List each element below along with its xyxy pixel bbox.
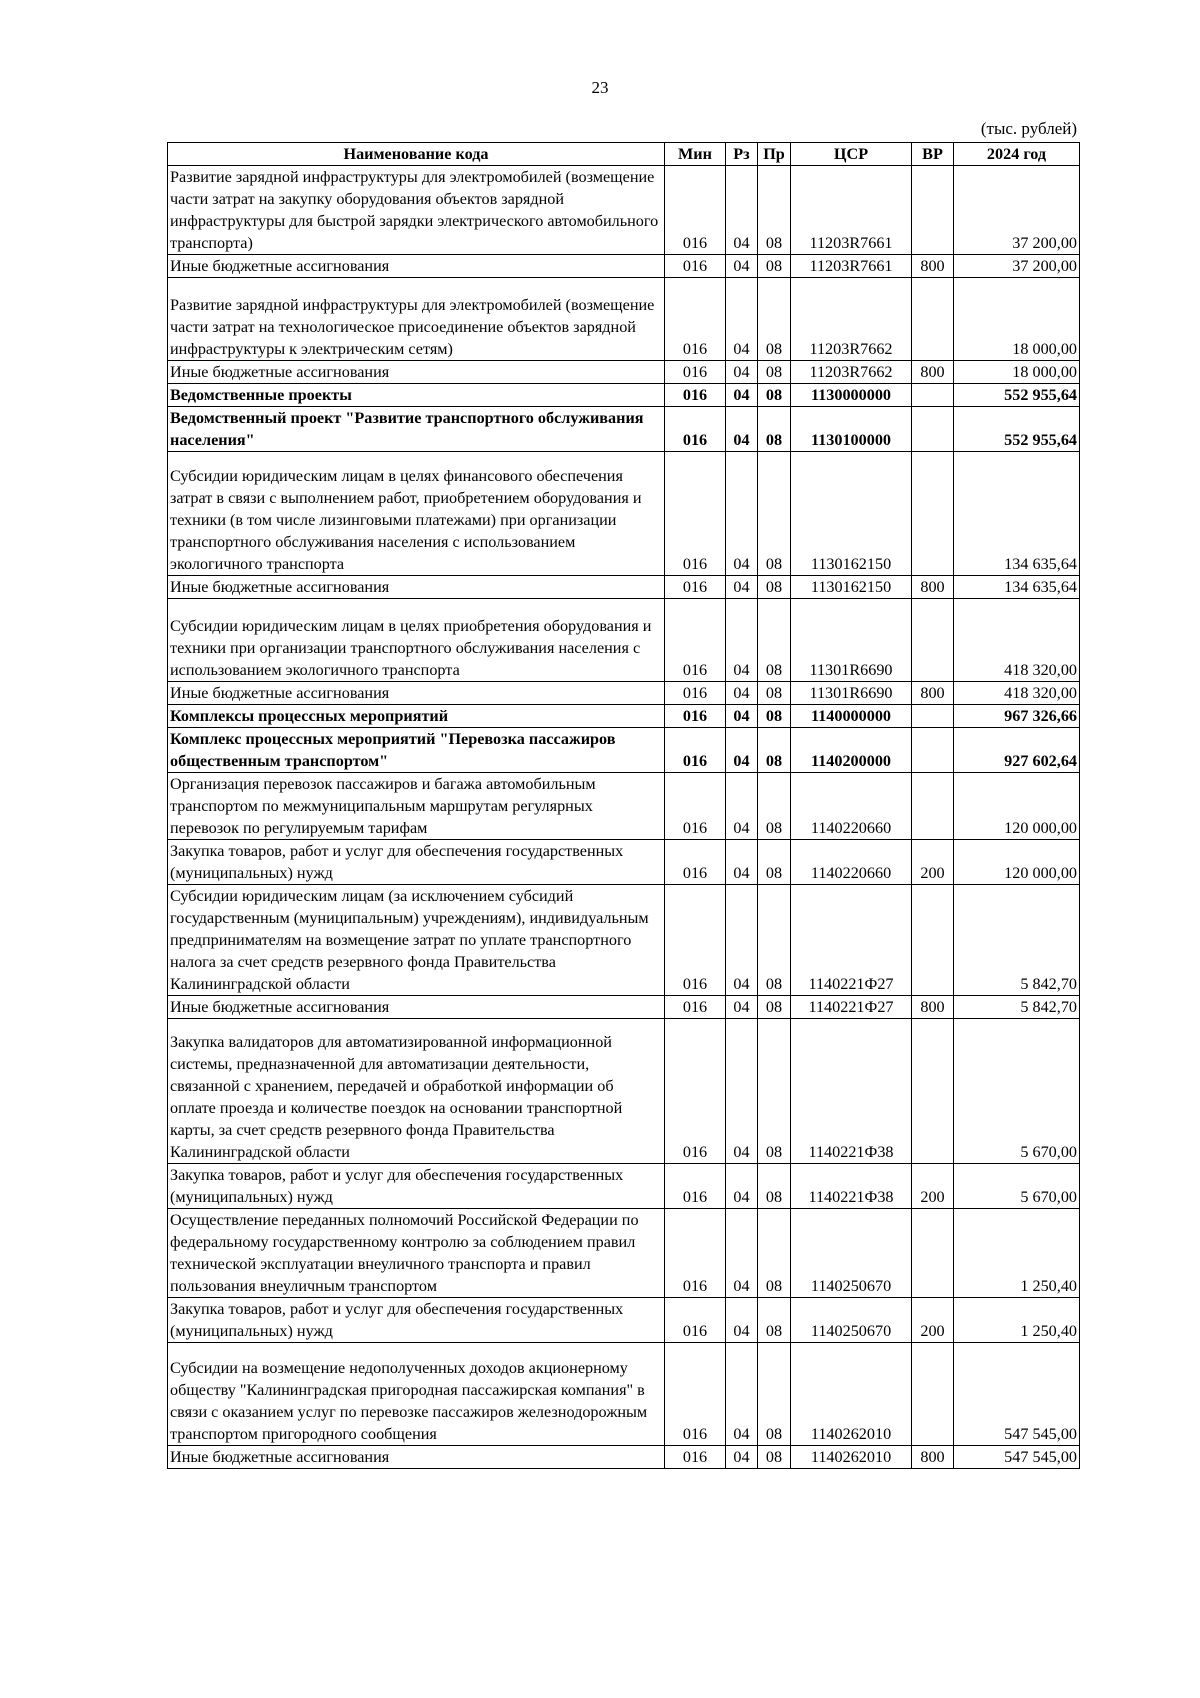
cell-name: Иные бюджетные ассигнования [168,255,665,278]
cell-vr [912,1208,954,1297]
cell-vr [912,278,954,361]
cell-name: Иные бюджетные ассигнования [168,682,665,705]
cell-name: Иные бюджетные ассигнования [168,996,665,1019]
cell-csr: 11203R7662 [791,361,912,384]
table-row [168,166,1080,255]
cell-amount: 5 842,70 [954,996,1080,1019]
cell-pr: 08 [758,255,791,278]
cell-pr: 08 [758,599,791,682]
cell-vr [912,705,954,728]
cell-amount: 37 200,00 [954,255,1080,278]
cell-min: 016 [665,773,726,840]
cell-name: Закупка товаров, работ и услуг для обеспечения государственных (муниципальных) нужд [168,1297,665,1342]
cell-min: 016 [665,599,726,682]
header-min: Мин [665,143,726,166]
cell-csr: 1140221Ф38 [791,1163,912,1208]
cell-csr: 1140200000 [791,728,912,773]
cell-min: 016 [665,840,726,885]
cell-min: 016 [665,278,726,361]
cell-pr: 08 [758,1297,791,1342]
cell-pr: 08 [758,840,791,885]
cell-csr: 1140220660 [791,773,912,840]
cell-vr [912,885,954,996]
cell-csr: 1140221Ф38 [791,1019,912,1164]
table-row [168,885,1080,996]
cell-pr: 08 [758,1163,791,1208]
cell-min: 016 [665,452,726,576]
cell-rz: 04 [726,1163,758,1208]
cell-rz: 04 [726,452,758,576]
cell-pr: 08 [758,682,791,705]
cell-amount: 18 000,00 [954,361,1080,384]
cell-amount: 134 635,64 [954,452,1080,576]
cell-name: Ведомственный проект "Развитие транспортного обслуживания населения" [168,407,665,452]
cell-amount: 1 250,40 [954,1208,1080,1297]
cell-vr: 200 [912,1163,954,1208]
cell-amount: 552 955,64 [954,407,1080,452]
cell-vr: 800 [912,255,954,278]
cell-csr: 1130100000 [791,407,912,452]
cell-vr [912,452,954,576]
cell-vr: 800 [912,682,954,705]
cell-pr: 08 [758,384,791,407]
cell-rz: 04 [726,1297,758,1342]
cell-vr: 800 [912,576,954,599]
cell-rz: 04 [726,705,758,728]
cell-min: 016 [665,255,726,278]
cell-amount: 418 320,00 [954,599,1080,682]
cell-pr: 08 [758,705,791,728]
cell-pr: 08 [758,773,791,840]
cell-min: 016 [665,384,726,407]
cell-rz: 04 [726,361,758,384]
cell-rz: 04 [726,840,758,885]
cell-csr: 11203R7662 [791,278,912,361]
cell-vr [912,384,954,407]
cell-csr: 1140000000 [791,705,912,728]
cell-csr: 11301R6690 [791,599,912,682]
cell-amount: 18 000,00 [954,278,1080,361]
cell-name: Субсидии юридическим лицам в целях приобретения оборудования и техники при организации транспортного обслуживания населения с использованием экологичного транспорта [168,599,665,682]
table-row [168,840,1080,885]
cell-vr [912,166,954,255]
cell-min: 016 [665,166,726,255]
cell-name: Закупка товаров, работ и услуг для обеспечения государственных (муниципальных) нужд [168,1163,665,1208]
cell-min: 016 [665,996,726,1019]
cell-min: 016 [665,1446,726,1469]
cell-vr [912,407,954,452]
cell-vr [912,599,954,682]
cell-amount: 547 545,00 [954,1446,1080,1469]
table-row [168,728,1080,773]
cell-vr: 800 [912,1446,954,1469]
table-row [168,576,1080,599]
cell-rz: 04 [726,1019,758,1164]
cell-name: Осуществление переданных полномочий Российской Федерации по федеральному государственному контролю за соблюдением правил технической эксплуатации внеуличного транспорта и правил пользования внеуличным транспортом [168,1208,665,1297]
cell-amount: 547 545,00 [954,1342,1080,1446]
table-row [168,599,1080,682]
cell-min: 016 [665,885,726,996]
cell-csr: 1140250670 [791,1297,912,1342]
cell-vr: 200 [912,840,954,885]
cell-min: 016 [665,1019,726,1164]
cell-vr [912,1342,954,1446]
cell-min: 016 [665,1163,726,1208]
cell-pr: 08 [758,407,791,452]
cell-name: Иные бюджетные ассигнования [168,1446,665,1469]
table-row [168,1297,1080,1342]
cell-pr: 08 [758,452,791,576]
cell-rz: 04 [726,728,758,773]
cell-vr [912,1019,954,1164]
cell-rz: 04 [726,599,758,682]
cell-amount: 5 670,00 [954,1163,1080,1208]
table-row [168,1208,1080,1297]
cell-vr [912,728,954,773]
header-vr: ВР [912,143,954,166]
cell-csr: 1140262010 [791,1446,912,1469]
cell-csr: 11301R6690 [791,682,912,705]
cell-vr: 800 [912,361,954,384]
cell-min: 016 [665,1297,726,1342]
cell-amount: 967 326,66 [954,705,1080,728]
cell-min: 016 [665,682,726,705]
cell-rz: 04 [726,996,758,1019]
cell-csr: 1130162150 [791,452,912,576]
table-row [168,1446,1080,1469]
table-row [168,407,1080,452]
cell-csr: 1140262010 [791,1342,912,1446]
cell-amount: 927 602,64 [954,728,1080,773]
cell-rz: 04 [726,773,758,840]
budget-table [167,142,1080,1469]
cell-name: Развитие зарядной инфраструктуры для электромобилей (возмещение части затрат на технологическое присоединение объектов зарядной инфраструктуры к электрическим сетям) [168,278,665,361]
header-year: 2024 год [954,143,1080,166]
cell-name: Ведомственные проекты [168,384,665,407]
table-row [168,361,1080,384]
cell-name: Закупка товаров, работ и услуг для обеспечения государственных (муниципальных) нужд [168,840,665,885]
cell-name: Развитие зарядной инфраструктуры для электромобилей (возмещение части затрат на закупку оборудования объектов зарядной инфраструктуры для быстрой зарядки электрического автомобильного транспорта) [168,166,665,255]
page-number: 23 [591,78,609,97]
cell-pr: 08 [758,728,791,773]
cell-name: Закупка валидаторов для автоматизированной информационной системы, предназначенной для автоматизации деятельности, связанной с хранением, передачей и обработкой информации об оплате проезда и количестве поездок на основании транспортной карты, за счет средств резервного фонда Правительства Калининградской области [168,1019,665,1164]
cell-min: 016 [665,1208,726,1297]
cell-min: 016 [665,728,726,773]
cell-pr: 08 [758,576,791,599]
cell-amount: 418 320,00 [954,682,1080,705]
cell-amount: 120 000,00 [954,773,1080,840]
cell-rz: 04 [726,682,758,705]
cell-pr: 08 [758,361,791,384]
cell-pr: 08 [758,166,791,255]
table-row [168,996,1080,1019]
cell-name: Субсидии юридическим лицам в целях финансового обеспечения затрат в связи с выполнением работ, приобретением оборудования и техники (в том числе лизинговыми платежами) при организации транспортного обслуживания населения с использованием экологичного транспорта [168,452,665,576]
cell-min: 016 [665,576,726,599]
cell-csr: 11203R7661 [791,166,912,255]
cell-csr: 1140221Ф27 [791,996,912,1019]
cell-csr: 1140220660 [791,840,912,885]
cell-amount: 552 955,64 [954,384,1080,407]
cell-rz: 04 [726,885,758,996]
cell-pr: 08 [758,1019,791,1164]
cell-vr: 800 [912,996,954,1019]
cell-rz: 04 [726,278,758,361]
table-row [168,1342,1080,1446]
table-row [168,1163,1080,1208]
cell-amount: 120 000,00 [954,840,1080,885]
header-csr: ЦСР [791,143,912,166]
table-row [168,278,1080,361]
header-name: Наименование кода [168,143,665,166]
cell-rz: 04 [726,576,758,599]
cell-name: Субсидии юридическим лицам (за исключением субсидий государственным (муниципальным) учреждениям), индивидуальным предпринимателям на возмещение затрат по уплате транспортного налога за счет средств резервного фонда Правительства Калининградской области [168,885,665,996]
cell-amount: 5 842,70 [954,885,1080,996]
cell-name: Субсидии на возмещение недополученных доходов акционерному обществу "Калининградская пригородная пассажирская компания" в связи с оказанием услуг по перевозке пассажиров железнодорожным транспортом пригородного сообщения [168,1342,665,1446]
cell-pr: 08 [758,278,791,361]
cell-amount: 37 200,00 [954,166,1080,255]
cell-vr: 200 [912,1297,954,1342]
cell-rz: 04 [726,255,758,278]
table-row [168,452,1080,576]
cell-rz: 04 [726,1446,758,1469]
cell-name: Иные бюджетные ассигнования [168,576,665,599]
table-row [168,682,1080,705]
cell-name: Комплекс процессных мероприятий "Перевозка пассажиров общественным транспортом" [168,728,665,773]
header-pr: Пр [758,143,791,166]
cell-name: Комплексы процессных мероприятий [168,705,665,728]
cell-rz: 04 [726,166,758,255]
units-note: (тыс. рублей) [980,119,1077,138]
cell-min: 016 [665,361,726,384]
cell-pr: 08 [758,1208,791,1297]
table-row [168,773,1080,840]
cell-min: 016 [665,705,726,728]
cell-pr: 08 [758,996,791,1019]
header-rz: Рз [726,143,758,166]
cell-name: Иные бюджетные ассигнования [168,361,665,384]
cell-csr: 1140250670 [791,1208,912,1297]
cell-pr: 08 [758,885,791,996]
cell-rz: 04 [726,384,758,407]
cell-amount: 134 635,64 [954,576,1080,599]
table-row [168,1019,1080,1164]
cell-amount: 1 250,40 [954,1297,1080,1342]
table-row [168,705,1080,728]
cell-min: 016 [665,407,726,452]
cell-rz: 04 [726,407,758,452]
table-row [168,384,1080,407]
cell-amount: 5 670,00 [954,1019,1080,1164]
cell-csr: 11203R7661 [791,255,912,278]
cell-min: 016 [665,1342,726,1446]
table-header-row [168,143,1080,166]
cell-rz: 04 [726,1208,758,1297]
cell-csr: 1140221Ф27 [791,885,912,996]
cell-csr: 1130162150 [791,576,912,599]
table-row [168,255,1080,278]
cell-pr: 08 [758,1342,791,1446]
cell-pr: 08 [758,1446,791,1469]
cell-csr: 1130000000 [791,384,912,407]
cell-rz: 04 [726,1342,758,1446]
cell-name: Организация перевозок пассажиров и багажа автомобильным транспортом по межмуниципальным маршрутам регулярных перевозок по регулируемым тарифам [168,773,665,840]
cell-vr [912,773,954,840]
